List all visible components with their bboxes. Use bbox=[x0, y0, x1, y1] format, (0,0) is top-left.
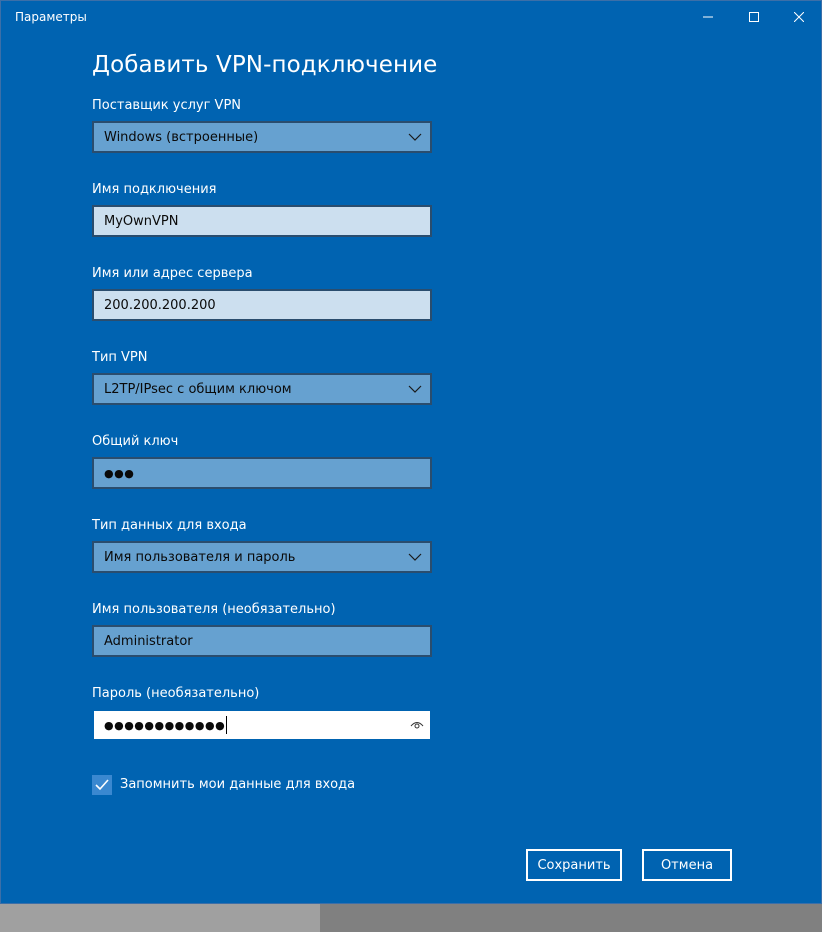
username-value: Administrator bbox=[104, 633, 193, 649]
provider-label: Поставщик услуг VPN bbox=[92, 98, 242, 113]
username-input[interactable] bbox=[92, 625, 432, 657]
preshared-key-label: Общий ключ bbox=[92, 434, 179, 449]
server-label: Имя или адрес сервера bbox=[92, 266, 253, 281]
remember-label[interactable]: Запомнить мои данные для входа bbox=[120, 777, 356, 792]
password-input[interactable] bbox=[92, 709, 432, 741]
provider-dropdown[interactable] bbox=[92, 121, 432, 153]
save-button[interactable]: Сохранить bbox=[526, 849, 622, 881]
connection-name-value: MyOwnVPN bbox=[104, 213, 179, 229]
server-value: 200.200.200.200 bbox=[104, 297, 216, 313]
vpn-type-label: Тип VPN bbox=[92, 350, 148, 365]
chevron-down-icon bbox=[408, 131, 422, 143]
preshared-key-value: ●●● bbox=[104, 466, 135, 480]
eye-icon[interactable] bbox=[410, 719, 424, 731]
provider-value: Windows (встроенные) bbox=[104, 129, 259, 145]
signin-type-dropdown[interactable] bbox=[92, 541, 432, 573]
page-title: Добавить VPN-подключение bbox=[92, 52, 438, 78]
close-button[interactable] bbox=[776, 1, 822, 33]
connection-name-input[interactable] bbox=[92, 205, 432, 237]
username-label: Имя пользователя (необязательно) bbox=[92, 602, 336, 617]
chevron-down-icon bbox=[408, 383, 422, 395]
signin-type-value: Имя пользователя и пароль bbox=[104, 549, 296, 565]
minimize-icon bbox=[703, 12, 713, 22]
maximize-button[interactable] bbox=[731, 1, 777, 33]
maximize-icon bbox=[749, 12, 759, 22]
cancel-button[interactable]: Отмена bbox=[642, 849, 732, 881]
vpn-type-dropdown[interactable] bbox=[92, 373, 432, 405]
checkmark-icon bbox=[94, 777, 110, 793]
remember-checkbox[interactable] bbox=[92, 775, 112, 795]
preshared-key-input[interactable] bbox=[92, 457, 432, 489]
window-title: Параметры bbox=[15, 10, 87, 24]
chevron-down-icon bbox=[408, 551, 422, 563]
minimize-button[interactable] bbox=[685, 1, 731, 33]
password-label: Пароль (необязательно) bbox=[92, 686, 260, 701]
connection-name-label: Имя подключения bbox=[92, 182, 217, 197]
close-icon bbox=[794, 12, 804, 22]
signin-type-label: Тип данных для входа bbox=[92, 518, 247, 533]
title-bar[interactable] bbox=[1, 1, 821, 33]
server-input[interactable] bbox=[92, 289, 432, 321]
password-value: ●●●●●●●●●●●● bbox=[104, 718, 226, 732]
text-cursor bbox=[226, 716, 227, 734]
vpn-type-value: L2TP/IPsec с общим ключом bbox=[104, 381, 292, 397]
